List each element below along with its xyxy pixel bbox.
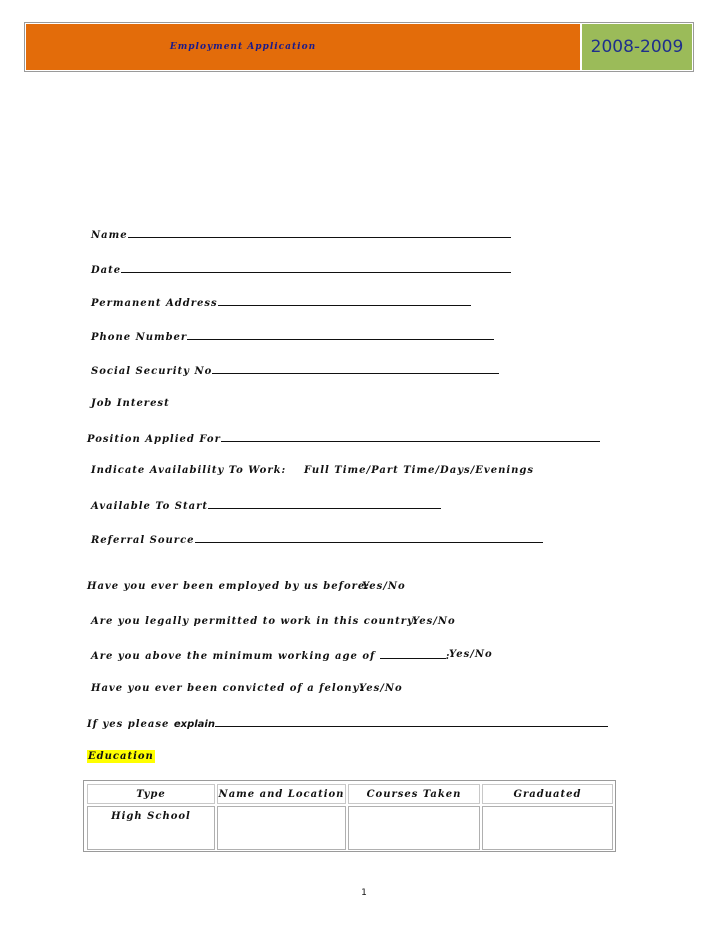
education-row-type: High School	[111, 811, 191, 822]
minimum-age-question: Are you above the minimum working age of	[91, 651, 376, 662]
minimum-age-answer-line	[449, 648, 493, 662]
employed-before-answer-line	[362, 580, 406, 594]
column-header-type: Type	[87, 784, 215, 804]
start-field[interactable]	[208, 498, 441, 509]
start-line	[91, 498, 441, 514]
ssn-label: Social Security No	[91, 366, 213, 377]
courses-taken-input[interactable]	[348, 806, 480, 850]
if-yes-label: If yes please	[87, 719, 170, 730]
legally-permitted-answer[interactable]: Yes/No	[412, 616, 456, 627]
legally-permitted-line	[91, 615, 418, 629]
availability-options: Full Time/Part Time/Days/Evenings	[304, 465, 535, 476]
phone-line	[91, 329, 494, 345]
column-header-graduated: Graduated	[482, 784, 613, 804]
availability-line	[91, 464, 286, 478]
availability-label: Indicate Availability To Work:	[91, 465, 287, 476]
header-title: Employment Application	[26, 24, 580, 70]
header-year: 2008-2009	[582, 24, 692, 70]
table-row-type	[87, 806, 215, 850]
position-line	[87, 431, 600, 447]
explain-label: explain	[173, 719, 215, 730]
date-line	[91, 262, 511, 278]
employed-before-question: Have you ever been employed by us before:	[87, 581, 370, 592]
education-table	[83, 780, 616, 852]
job-interest-label: Job Interest	[91, 398, 170, 409]
job-interest-line	[91, 397, 170, 411]
name-field[interactable]	[128, 227, 511, 238]
felony-line	[91, 682, 364, 696]
minimum-age-field[interactable]	[380, 648, 446, 659]
name-location-input[interactable]	[217, 806, 346, 850]
graduated-input[interactable]	[482, 806, 613, 850]
address-line	[91, 295, 471, 311]
position-field[interactable]	[221, 431, 600, 442]
address-field[interactable]	[218, 295, 471, 306]
minimum-age-answer[interactable]: Yes/No	[449, 649, 493, 660]
education-heading-line	[87, 750, 155, 764]
address-label: Permanent Address	[91, 298, 218, 309]
column-header-name-location: Name and Location	[217, 784, 346, 804]
date-label: Date	[91, 265, 122, 276]
minimum-age-line	[91, 648, 451, 664]
name-line	[91, 227, 511, 243]
legally-permitted-answer-line	[412, 615, 456, 629]
minimum-age-colon: :	[445, 651, 451, 662]
column-header-courses: Courses Taken	[348, 784, 480, 804]
referral-label: Referral Source	[91, 535, 195, 546]
date-field[interactable]	[121, 262, 511, 273]
employed-before-line	[87, 580, 370, 594]
employed-before-answer[interactable]: Yes/No	[362, 581, 406, 592]
referral-line	[91, 532, 543, 548]
document-header	[24, 22, 694, 72]
phone-field[interactable]	[187, 329, 494, 340]
name-label: Name	[91, 230, 128, 241]
position-label: Position Applied For	[87, 434, 221, 445]
start-label: Available To Start	[91, 501, 209, 512]
explain-field[interactable]	[215, 716, 608, 727]
felony-answer[interactable]: Yes/No	[359, 683, 403, 694]
felony-question: Have you ever been convicted of a felony:	[91, 683, 365, 694]
legally-permitted-question: Are you legally permitted to work in this country:	[91, 616, 419, 627]
explain-line	[87, 716, 608, 732]
page-number: 1	[361, 888, 367, 898]
ssn-field[interactable]	[212, 363, 499, 374]
felony-answer-line	[359, 682, 403, 696]
referral-field[interactable]	[195, 532, 543, 543]
ssn-line	[91, 363, 499, 379]
availability-options-line	[304, 464, 534, 478]
phone-label: Phone Number	[91, 332, 188, 343]
education-heading: Education	[88, 751, 154, 762]
